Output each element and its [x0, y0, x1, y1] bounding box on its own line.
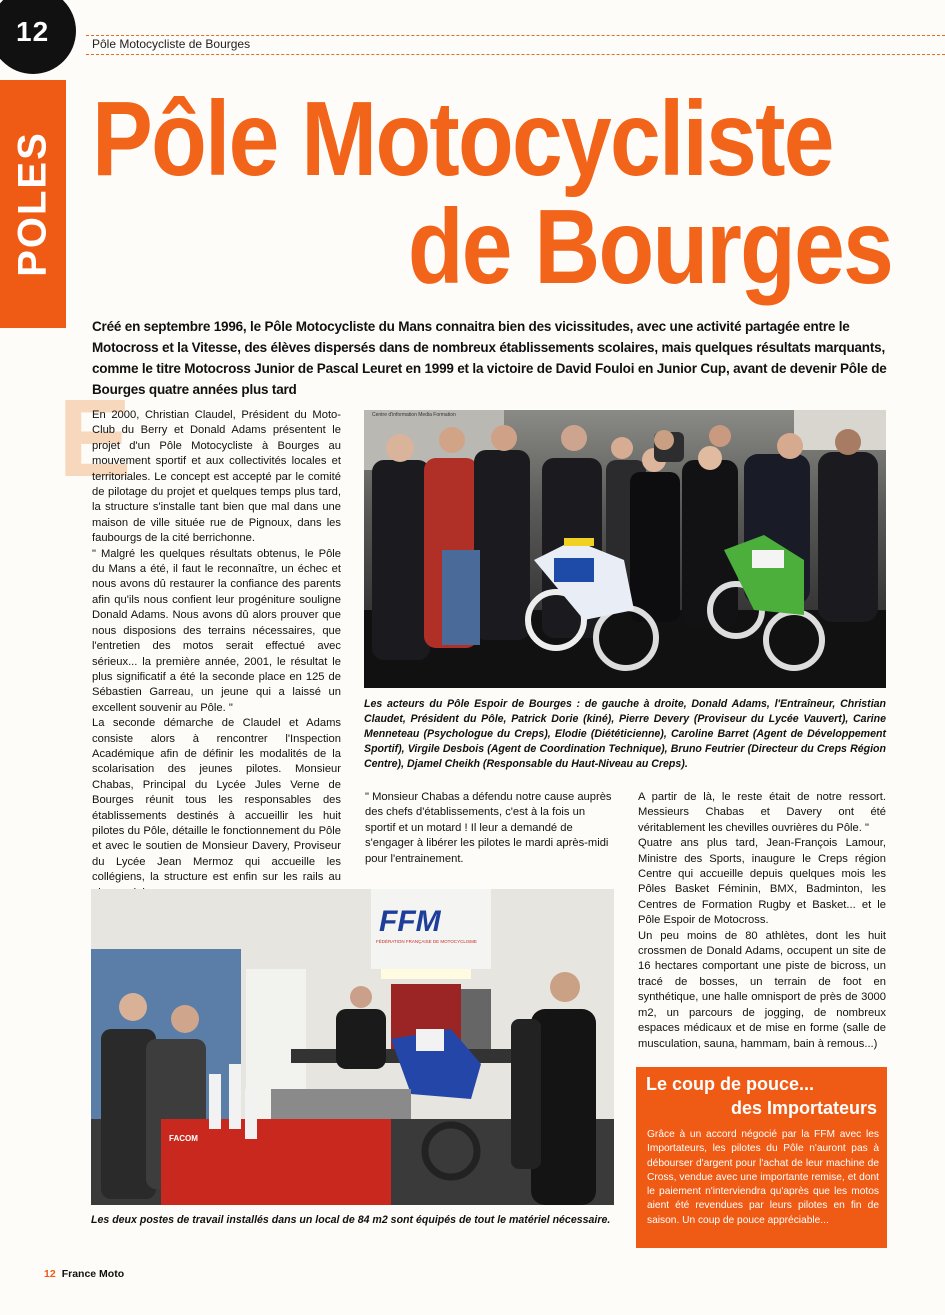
- body-column-2: [365, 790, 613, 867]
- ffm-logo: FFM: [379, 905, 441, 938]
- body-column-1: [92, 408, 341, 901]
- section-tab: [0, 80, 66, 328]
- title-line-2: de Bourges: [407, 188, 892, 306]
- footer-page-number: 12: [44, 1268, 56, 1280]
- paragraph: En 2000, Christian Claudel, Président du Moto-Club du Berry et Donald Adams présentent le projet d'un Pôle Motocycliste à Bourges au mouvement sportif et aux collectivités locales et territoriales. Le concept est accepté par le comité de pilotage du projet et quelques temps plus tard, la structure s'installe tant bien que mal dans une maison de ville située rue de Pignoux, dans les faubourgs de la cité berrichonne.: [92, 409, 341, 545]
- paragraph: A partir de là, le reste était de notre ressort. Messieurs Chabas et Davery ont été véritablement les chevilles ouvrières du Pôle. ": [638, 791, 886, 834]
- body-column-3: [638, 790, 886, 1052]
- sidebar-box: [636, 1067, 887, 1248]
- paragraph: Un peu moins de 80 athlètes, dont les huit crossmen de Donald Adams, occupent un site de 16 hectares comportant une piste de bicross, un tracé de bosses, un terrain de foot en synthétique, une halle omnisport de près de 3000 m2, un parcours de jogging, de nombreux espaces médicaux et de mise en forme (salle de musculation, sauna, hammam, bain à remous...): [638, 929, 886, 1050]
- group-photo-illustration: [364, 410, 886, 688]
- workshop-photo: [91, 889, 614, 1205]
- page-footer: [44, 1268, 124, 1280]
- facom-label: FACOM: [169, 1134, 198, 1143]
- ffm-subtitle: FÉDÉRATION FRANÇAISE DE MOTOCYCLISME: [376, 939, 477, 944]
- workshop-photo-illustration: [91, 889, 614, 1205]
- article-title: [92, 80, 892, 310]
- section-tab-label: POLES: [10, 131, 55, 277]
- paragraph: La seconde démarche de Claudel et Adams consiste alors à rencontrer l'Inspection Académique afin de définir les modalités de la scolarisation des jeunes pilotes. Monsieur Chabas, Principal du Lycée Jules Verne de Bourges réunit tous les responsables des établissements destinés à accueillir les huit pilotes du Pôle, détaille le fonctionnement du Pôle et avec le soutien de Monsieur Davery, Proviseur du Lycée Jean Mermoz qui accueille les collégiens, la structure est enfin sur les rails au: [92, 717, 341, 884]
- photo-caption: Les deux postes de travail installés dans un local de 84 m2 sont équipés de tout le matériel nécessaire.: [91, 1214, 611, 1226]
- paragraph: " Monsieur Chabas a défendu notre cause auprès des chefs d'établissements, c'est à la fois un sportif et un motard ! Il leur a demandé de s'engager à libérer les pilotes le mardi après-midi pour l'entrainement.: [365, 791, 612, 865]
- title-line-1: Pôle Motocycliste: [92, 80, 833, 198]
- page-number: 12: [16, 16, 50, 47]
- drop-letter: E: [58, 377, 132, 500]
- box-title-line-2: des Importateurs: [730, 1098, 877, 1118]
- section-header: Pôle Motocycliste de Bourges: [92, 37, 251, 51]
- header-rule: [86, 54, 945, 55]
- box-text: Grâce à un accord négocié par la FFM avec les Importateurs, les pilotes du Pôle n'auront pas à débourser d'argent pour l'achat de leur machine de Cross, vendue avec une importante remise, et dont le paiement n'interviendra qu'après que les motos aient été revendues par leurs pilotes en fin de saison. Un coup de pouce appréciable...: [647, 1129, 879, 1226]
- paragraph: " Malgré les quelques résultats obtenus, le Pôle du Mans a été, il faut le reconnaître, un échec et nous avons dû restaurer la confiance des parents afin qu'ils nous confient leur progéniture souligne Donald Adams. Nous avons dû alors prouver que nous disposions des terrains nécessaires, que l'entretien des motos serait effectué avec sérieux... la première année, 2001, le résultat le plus significatif a été la seconde place en 125 de Sébastien Garreau, un jeune qui a laissé un excellent souvenir au Pôle. ": [92, 547, 341, 714]
- article-lead: Créé en septembre 1996, le Pôle Motocycliste du Mans connaitra bien des vicissitudes, avec une activité partagée entre le Motocross et la Vitesse, des élèves dispersés dans de nombreux établissements scolaires, mais quelques résultats marquants, comme le titre Motocross Junior de Pascal Leuret en 1999 et la victoire de David Fouloi en Junior Cup, avant de devenir Pôle de Bourges quatre années plus tard: [92, 319, 887, 397]
- sign-text: Centre d'information Media Formation: [372, 412, 456, 418]
- header-rule: [86, 35, 945, 36]
- photo-caption: Les acteurs du Pôle Espoir de Bourges : de gauche à droite, Donald Adams, l'Entraîneur, Christian Claudet, Président du Pôle, Patrick Dorie (kiné), Pierre Devery (Proviseur du Lycée Vauvert), Carine Menneteau (Psychologue du Creps), Elodie (Diététicienne), Caroline Barret (Agent de Développement Sportif), Virgile Desbois (Agent de Coordination Technique), Bruno Feutrier (Directeur du Creps Région Centre), Djamel Cheikh (Responsable du Haut-Niveau au Creps).: [364, 698, 886, 770]
- box-title-line-1: Le coup de pouce...: [646, 1074, 815, 1094]
- paragraph: Quatre ans plus tard, Jean-François Lamour, Ministre des Sports, inaugure le Creps région Centre qui accueille depuis quelques mois les Pôles Basket Féminin, BMX, Badminton, les Centres de Formation Rugby et Basket... et le Pôle Espoir de Motocross.: [638, 837, 886, 927]
- footer-magazine: France Moto: [61, 1268, 125, 1280]
- page-number-badge: [0, 0, 76, 74]
- group-photo: [364, 410, 886, 688]
